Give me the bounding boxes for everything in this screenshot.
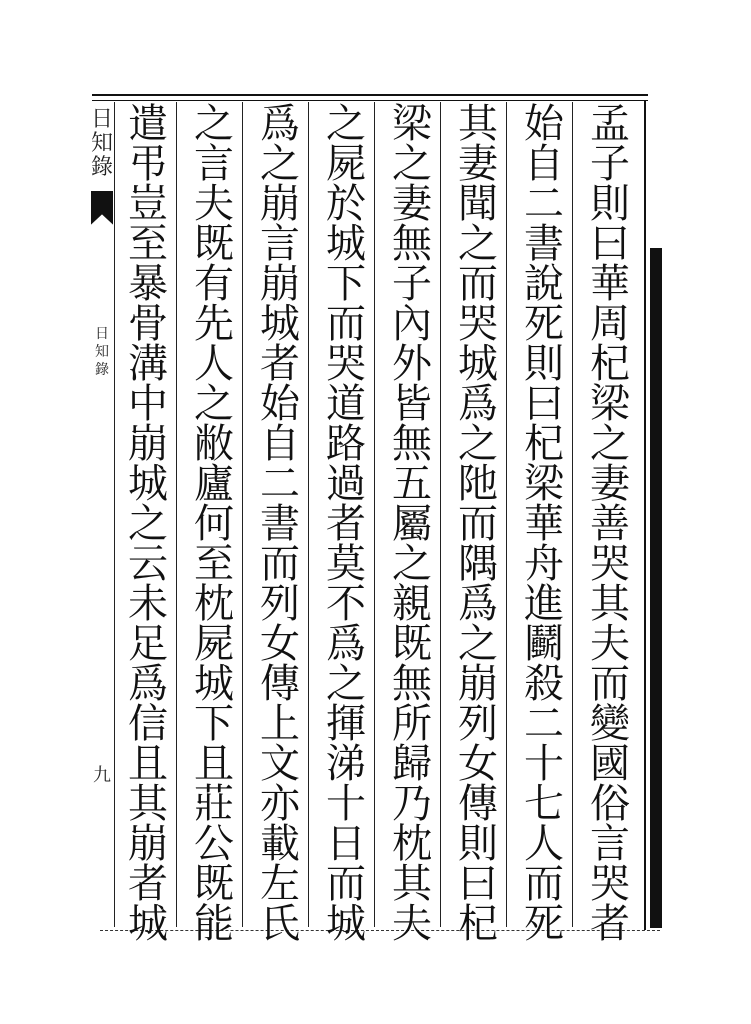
column-character: 則	[524, 341, 564, 387]
column-character: 夫	[194, 181, 234, 227]
column-character: 二	[524, 181, 564, 227]
column-character: 言	[194, 141, 234, 187]
right-border-rule	[644, 100, 646, 930]
column-character: 五	[392, 461, 432, 507]
column-character: 無	[392, 421, 432, 467]
column-character: 書	[524, 221, 564, 267]
column-character: 七	[524, 781, 564, 827]
column-character: 十	[326, 781, 366, 827]
column-character: 無	[392, 221, 432, 267]
column-character: 阤	[458, 461, 498, 507]
column-character: 之	[194, 101, 234, 147]
column-character: 內	[392, 301, 432, 347]
column-character: 國	[590, 741, 630, 787]
column-character: 崩	[260, 261, 300, 307]
column-character: 妻	[392, 181, 432, 227]
column-character: 而	[326, 301, 366, 347]
column-character: 之	[392, 141, 432, 187]
column-character: 骨	[128, 301, 168, 347]
column-character: 暴	[128, 261, 168, 307]
column-character: 氏	[260, 901, 300, 947]
column-character: 言	[590, 821, 630, 867]
column-character: 至	[194, 541, 234, 587]
column-character: 公	[194, 821, 234, 867]
column-character: 皆	[392, 381, 432, 427]
column-character: 而	[524, 861, 564, 907]
column-character: 書	[260, 501, 300, 547]
column-character: 傳	[260, 661, 300, 707]
column-character: 有	[194, 261, 234, 307]
column-character: 爲	[458, 381, 498, 427]
column-character: 之	[458, 621, 498, 667]
column-character: 城	[128, 461, 168, 507]
column-character: 列	[458, 701, 498, 747]
column-character: 舟	[524, 541, 564, 587]
column-character: 路	[326, 421, 366, 467]
column-character: 傳	[458, 781, 498, 827]
column-character: 涕	[326, 741, 366, 787]
column-character: 莫	[326, 541, 366, 587]
column-character: 二	[524, 701, 564, 747]
column-character: 子	[392, 261, 432, 307]
fishtail-mark-icon	[91, 191, 113, 225]
column-character: 殺	[524, 661, 564, 707]
column-character: 敝	[194, 421, 234, 467]
column-character: 隅	[458, 541, 498, 587]
column-character: 揮	[326, 701, 366, 747]
column-character: 曰	[590, 221, 630, 267]
column-character: 崩	[128, 421, 168, 467]
column-character: 女	[458, 741, 498, 787]
column-character: 能	[194, 901, 234, 947]
column-character: 哭	[590, 861, 630, 907]
column-character: 崩	[260, 181, 300, 227]
column-character: 哭	[326, 341, 366, 387]
column-character: 自	[524, 141, 564, 187]
margin-volume-mark: 日知錄	[95, 325, 109, 378]
column-character: 而	[260, 541, 300, 587]
column-character: 之	[458, 421, 498, 467]
column-character: 乃	[392, 781, 432, 827]
column-character: 信	[128, 701, 168, 747]
column-character: 爲	[128, 661, 168, 707]
column-character: 過	[326, 461, 366, 507]
column-character: 則	[590, 181, 630, 227]
column-character: 俗	[590, 781, 630, 827]
column-character: 杞	[458, 901, 498, 947]
column-character: 屬	[392, 501, 432, 547]
column-character: 溝	[128, 341, 168, 387]
column-character: 夫	[590, 621, 630, 667]
column-character: 聞	[458, 181, 498, 227]
column-character: 既	[392, 621, 432, 667]
column-character: 杞	[590, 341, 630, 387]
column-character: 爲	[458, 581, 498, 627]
column-character: 之	[194, 381, 234, 427]
column-character: 且	[128, 741, 168, 787]
column-character: 者	[260, 341, 300, 387]
column-character: 上	[260, 701, 300, 747]
column-character: 足	[128, 621, 168, 667]
column-character: 歸	[392, 741, 432, 787]
column-character: 鬬	[524, 621, 564, 667]
column-character: 莊	[194, 781, 234, 827]
column-character: 人	[524, 821, 564, 867]
top-border-rule-inner	[92, 100, 648, 101]
column-character: 云	[128, 541, 168, 587]
column-character: 下	[194, 701, 234, 747]
column-character: 之	[590, 421, 630, 467]
text-column-7	[184, 101, 244, 947]
column-character: 善	[590, 501, 630, 547]
column-character: 而	[458, 261, 498, 307]
text-column-1	[580, 101, 640, 947]
column-character: 者	[590, 901, 630, 947]
column-character: 杞	[524, 421, 564, 467]
page-margin	[90, 102, 115, 927]
column-character: 妻	[590, 461, 630, 507]
column-character: 其	[458, 101, 498, 147]
top-border-rule	[92, 94, 648, 96]
column-character: 外	[392, 341, 432, 387]
column-character: 梁	[524, 461, 564, 507]
column-character: 親	[392, 581, 432, 627]
column-character: 而	[458, 501, 498, 547]
column-character: 且	[194, 741, 234, 787]
column-character: 二	[260, 461, 300, 507]
column-character: 城	[458, 341, 498, 387]
column-character: 始	[524, 101, 564, 147]
column-character: 之	[260, 141, 300, 187]
column-character: 梁	[392, 101, 432, 147]
column-character: 其	[392, 861, 432, 907]
column-character: 未	[128, 581, 168, 627]
column-character: 下	[326, 261, 366, 307]
column-character: 者	[128, 861, 168, 907]
column-character: 變	[590, 701, 630, 747]
column-character: 自	[260, 421, 300, 467]
column-character: 死	[524, 301, 564, 347]
column-character: 城	[260, 301, 300, 347]
column-character: 則	[458, 821, 498, 867]
column-character: 曰	[458, 861, 498, 907]
column-character: 人	[194, 341, 234, 387]
margin-title: 日知錄	[91, 107, 114, 181]
margin-page-mark: 九	[93, 765, 111, 786]
column-character: 夫	[392, 901, 432, 947]
column-character: 枕	[392, 821, 432, 867]
column-character: 先	[194, 301, 234, 347]
column-character: 而	[590, 661, 630, 707]
text-column-8	[118, 101, 178, 947]
column-character: 列	[260, 581, 300, 627]
column-character: 左	[260, 861, 300, 907]
bottom-border-rule	[100, 930, 660, 931]
column-character: 遣	[128, 101, 168, 147]
column-character: 爲	[326, 621, 366, 667]
column-character: 城	[128, 901, 168, 947]
column-character: 中	[128, 381, 168, 427]
column-character: 至	[128, 221, 168, 267]
column-character: 華	[524, 501, 564, 547]
column-character: 說	[524, 261, 564, 307]
column-character: 於	[326, 181, 366, 227]
column-character: 城	[194, 661, 234, 707]
column-character: 枕	[194, 581, 234, 627]
column-character: 屍	[194, 621, 234, 667]
column-character: 何	[194, 501, 234, 547]
column-character: 言	[260, 221, 300, 267]
column-character: 崩	[458, 661, 498, 707]
column-character: 之	[458, 221, 498, 267]
column-character: 之	[392, 541, 432, 587]
column-character: 妻	[458, 141, 498, 187]
text-column-6	[250, 101, 310, 947]
column-character: 城	[326, 901, 366, 947]
text-column-5	[316, 101, 376, 947]
column-character: 不	[326, 581, 366, 627]
column-character: 十	[524, 741, 564, 787]
text-column-2	[514, 101, 574, 947]
column-character: 孟	[590, 101, 630, 147]
column-character: 日	[326, 821, 366, 867]
column-character: 女	[260, 621, 300, 667]
column-character: 既	[194, 221, 234, 267]
column-character: 之	[326, 101, 366, 147]
column-character: 弔	[128, 141, 168, 187]
column-character: 屍	[326, 141, 366, 187]
column-character: 其	[128, 781, 168, 827]
column-character: 哭	[458, 301, 498, 347]
column-character: 之	[128, 501, 168, 547]
column-character: 而	[326, 861, 366, 907]
column-character: 進	[524, 581, 564, 627]
text-column-4	[382, 101, 442, 947]
column-character: 亦	[260, 781, 300, 827]
column-character: 者	[326, 501, 366, 547]
column-character: 豈	[128, 181, 168, 227]
column-character: 子	[590, 141, 630, 187]
column-character: 周	[590, 301, 630, 347]
column-character: 死	[524, 901, 564, 947]
column-character: 之	[326, 661, 366, 707]
column-character: 載	[260, 821, 300, 867]
column-character: 廬	[194, 461, 234, 507]
column-character: 哭	[590, 541, 630, 587]
column-character: 崩	[128, 821, 168, 867]
column-character: 無	[392, 661, 432, 707]
text-column-3	[448, 101, 508, 947]
column-character: 始	[260, 381, 300, 427]
column-character: 文	[260, 741, 300, 787]
column-character: 爲	[260, 101, 300, 147]
column-character: 梁	[590, 381, 630, 427]
right-page-edge	[650, 248, 662, 928]
column-character: 既	[194, 861, 234, 907]
column-character: 其	[590, 581, 630, 627]
column-character: 所	[392, 701, 432, 747]
column-character: 曰	[524, 381, 564, 427]
column-character: 華	[590, 261, 630, 307]
column-character: 道	[326, 381, 366, 427]
column-character: 城	[326, 221, 366, 267]
